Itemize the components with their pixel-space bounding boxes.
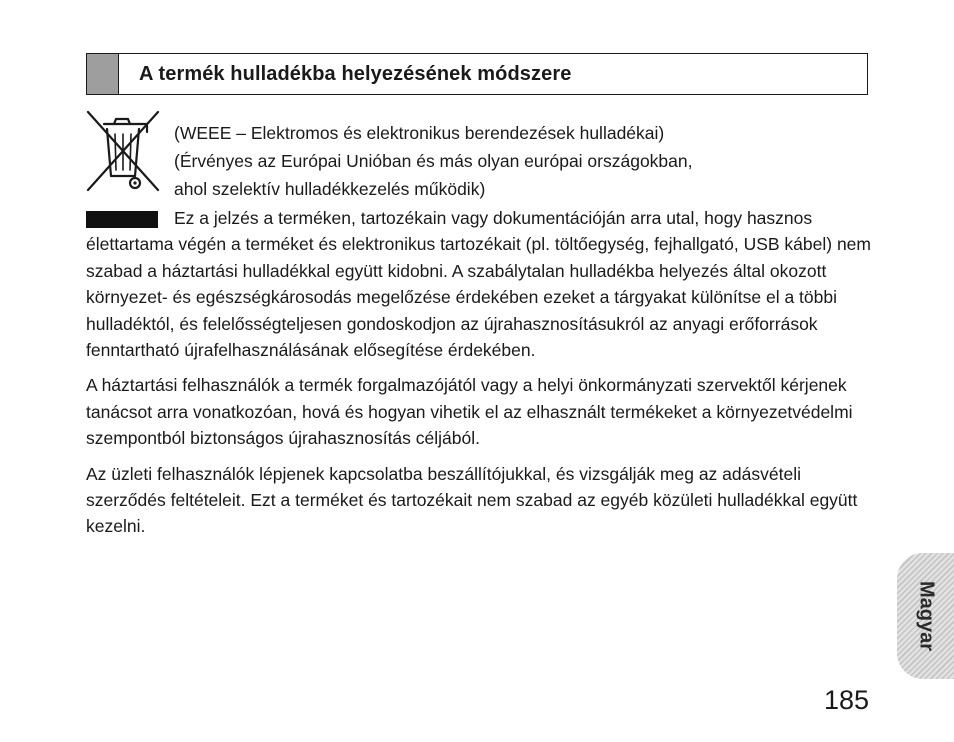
weee-line: (WEEE – Elektromos és elektronikus berendezések hulladékai)	[174, 123, 665, 143]
page-number: 185	[824, 685, 870, 715]
weee-line: ahol szelektív hulladékkezelés működik)	[174, 179, 486, 199]
weee-line: (Érvényes az Európai Unióban és más olyan európai országokban,	[174, 151, 693, 171]
paragraph: A háztartási felhasználók a termék forgalmazójától vagy a helyi önkormányzati szervektől kérjenek tanácsot arra vonatkozóan, hová és hogyan vihetik el az elhasznált termékeket a környezetvédelmi szempontból biztonságos újrahasznosítás céljából.	[86, 375, 853, 449]
section-header	[86, 53, 868, 95]
language-label: Magyar	[915, 580, 937, 652]
weee-description	[174, 119, 693, 203]
language-side-tab	[897, 553, 954, 679]
paragraph: Az üzleti felhasználók lépjenek kapcsolatba beszállítójukkal, és vizsgálják meg az adásvételi szerződés feltételeit. Ezt a terméket és tartozékait nem szabad az egyéb közületi hulladékkal együtt kezelni.	[86, 463, 858, 537]
paragraph-text: Ez a jelzés a terméken, tartozékain vagy dokumentációján arra utal, hogy hasznos élettartama végén a terméket és elektronikus tartozékait (pl. töltőegység, fejhallgató, USB kábel) nem szabad a háztartási hulladékkal együtt kidobni. A szabálytalan hulladékba helyezés által okozott környezet- és egészségkárosodás megelőzése érdekében ezeket a tárgyakat különítse el a többi hulladéktól, és felelősségteljesen gondoskodjon az újrahasznosításukról az anyagi erőforrások fenntartható újrafelhasználásának elősegítése érdekében.	[86, 208, 871, 361]
paragraph	[86, 205, 876, 363]
section-title: A termék hulladékba helyezésének módszere	[139, 62, 572, 85]
crossed-out-wheelie-bin-icon	[84, 108, 162, 194]
header-gray-tab	[87, 54, 119, 94]
body-text	[86, 205, 876, 549]
